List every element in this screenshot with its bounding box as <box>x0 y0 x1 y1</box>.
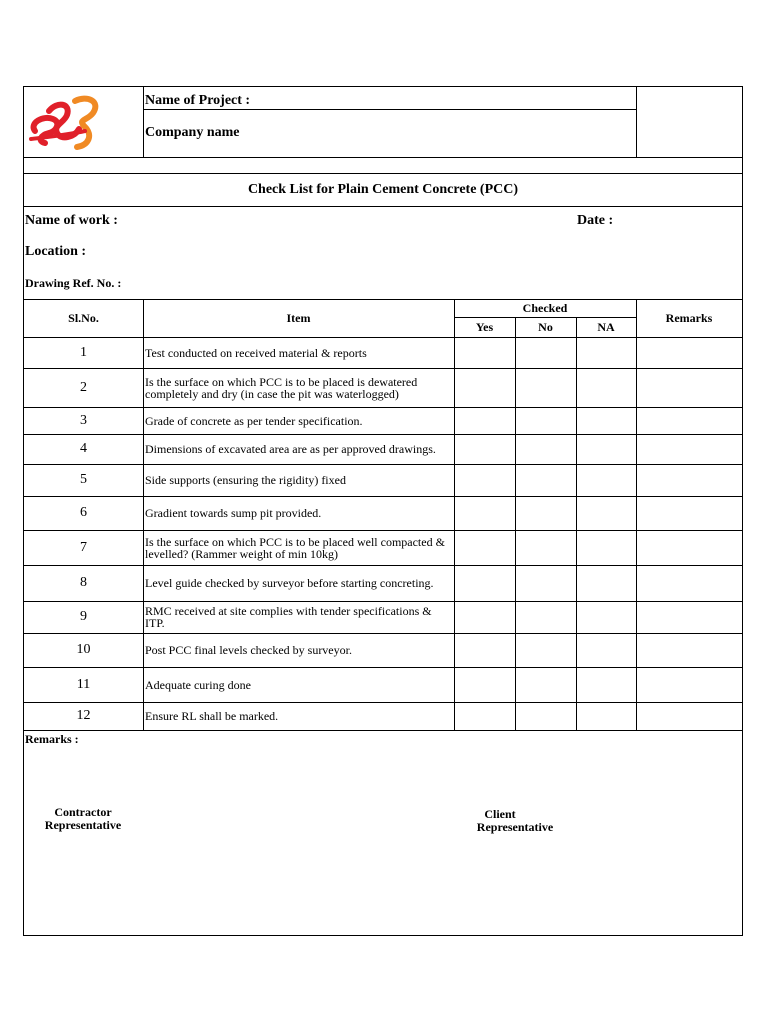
header-divider-right <box>636 87 637 157</box>
contractor-line2: Representative <box>44 818 122 833</box>
location-label: Location : <box>25 244 87 259</box>
remarks-label: Remarks : <box>25 732 79 746</box>
row-slno: 11 <box>76 676 91 692</box>
table-col-line <box>454 299 455 730</box>
divider <box>24 157 742 158</box>
row-item: Adequate curing done <box>145 677 251 692</box>
company-logo <box>27 91 107 153</box>
col-header-no: No <box>538 319 553 334</box>
name-of-work-label: Name of work : <box>25 213 118 228</box>
row-item: Ensure RL shall be marked. <box>145 709 279 723</box>
table-col-line <box>143 299 144 730</box>
company-label: Company name <box>145 125 240 140</box>
row-slno: 5 <box>80 472 87 487</box>
table-col-line <box>576 317 577 730</box>
row-item: Dimensions of excavated area are as per approved drawings. <box>145 442 436 456</box>
date-label: Date : <box>577 213 614 228</box>
row-item: Grade of concrete as per tender specification. <box>145 413 363 428</box>
row-item: Is the surface on which PCC is to be placed well compacted & levelled? (Rammer weight of min 10kg) <box>145 534 445 561</box>
row-slno: 4 <box>80 441 87 456</box>
divider <box>24 206 742 207</box>
col-header-yes: Yes <box>475 319 494 334</box>
row-slno: 10 <box>76 642 91 657</box>
row-item: Side supports (ensuring the rigidity) fixed <box>145 473 346 487</box>
table-col-line <box>636 299 637 730</box>
col-header-item: Item <box>286 310 311 325</box>
row-slno: 7 <box>80 539 87 555</box>
drawing-ref-label: Drawing Ref. No. : <box>25 276 122 290</box>
col-header-checked: Checked <box>522 300 568 315</box>
header-row-divider <box>143 109 636 110</box>
row-slno: 8 <box>80 575 87 590</box>
row-slno: 2 <box>80 379 87 395</box>
col-header-remarks: Remarks <box>665 310 713 325</box>
contractor-line1: Contractor <box>54 805 112 819</box>
row-item: Post PCC final levels checked by surveyor. <box>145 643 352 657</box>
header-divider-left <box>143 87 144 157</box>
row-slno: 3 <box>80 412 87 428</box>
client-signature-label <box>456 808 574 834</box>
col-header-na: NA <box>597 319 615 334</box>
row-slno: 12 <box>76 708 91 723</box>
col-header-slno: Sl.No. <box>68 310 99 325</box>
checklist-sheet <box>23 86 743 936</box>
row-slno: 9 <box>80 609 87 624</box>
page-title: Check List for Plain Cement Concrete (PCC) <box>247 181 519 197</box>
row-item: Level guide checked by surveyor before starting concreting. <box>145 576 434 590</box>
row-slno: 1 <box>80 344 87 360</box>
client-line1: Client <box>484 807 516 821</box>
project-label: Name of Project : <box>145 93 251 108</box>
contractor-signature-label <box>24 806 142 832</box>
table-col-line <box>515 317 516 730</box>
row-item: Is the surface on which PCC is to be placed is dewatered completely and dry (in case the pit was waterlogged) <box>145 374 418 401</box>
table-row-line <box>24 730 742 731</box>
row-slno: 6 <box>80 505 87 520</box>
row-item: Test conducted on received material & reports <box>145 345 367 360</box>
client-line2: Representative <box>476 820 554 835</box>
row-item: RMC received at site complies with tender specifications & ITP. <box>145 604 432 630</box>
row-item: Gradient towards sump pit provided. <box>145 506 322 520</box>
